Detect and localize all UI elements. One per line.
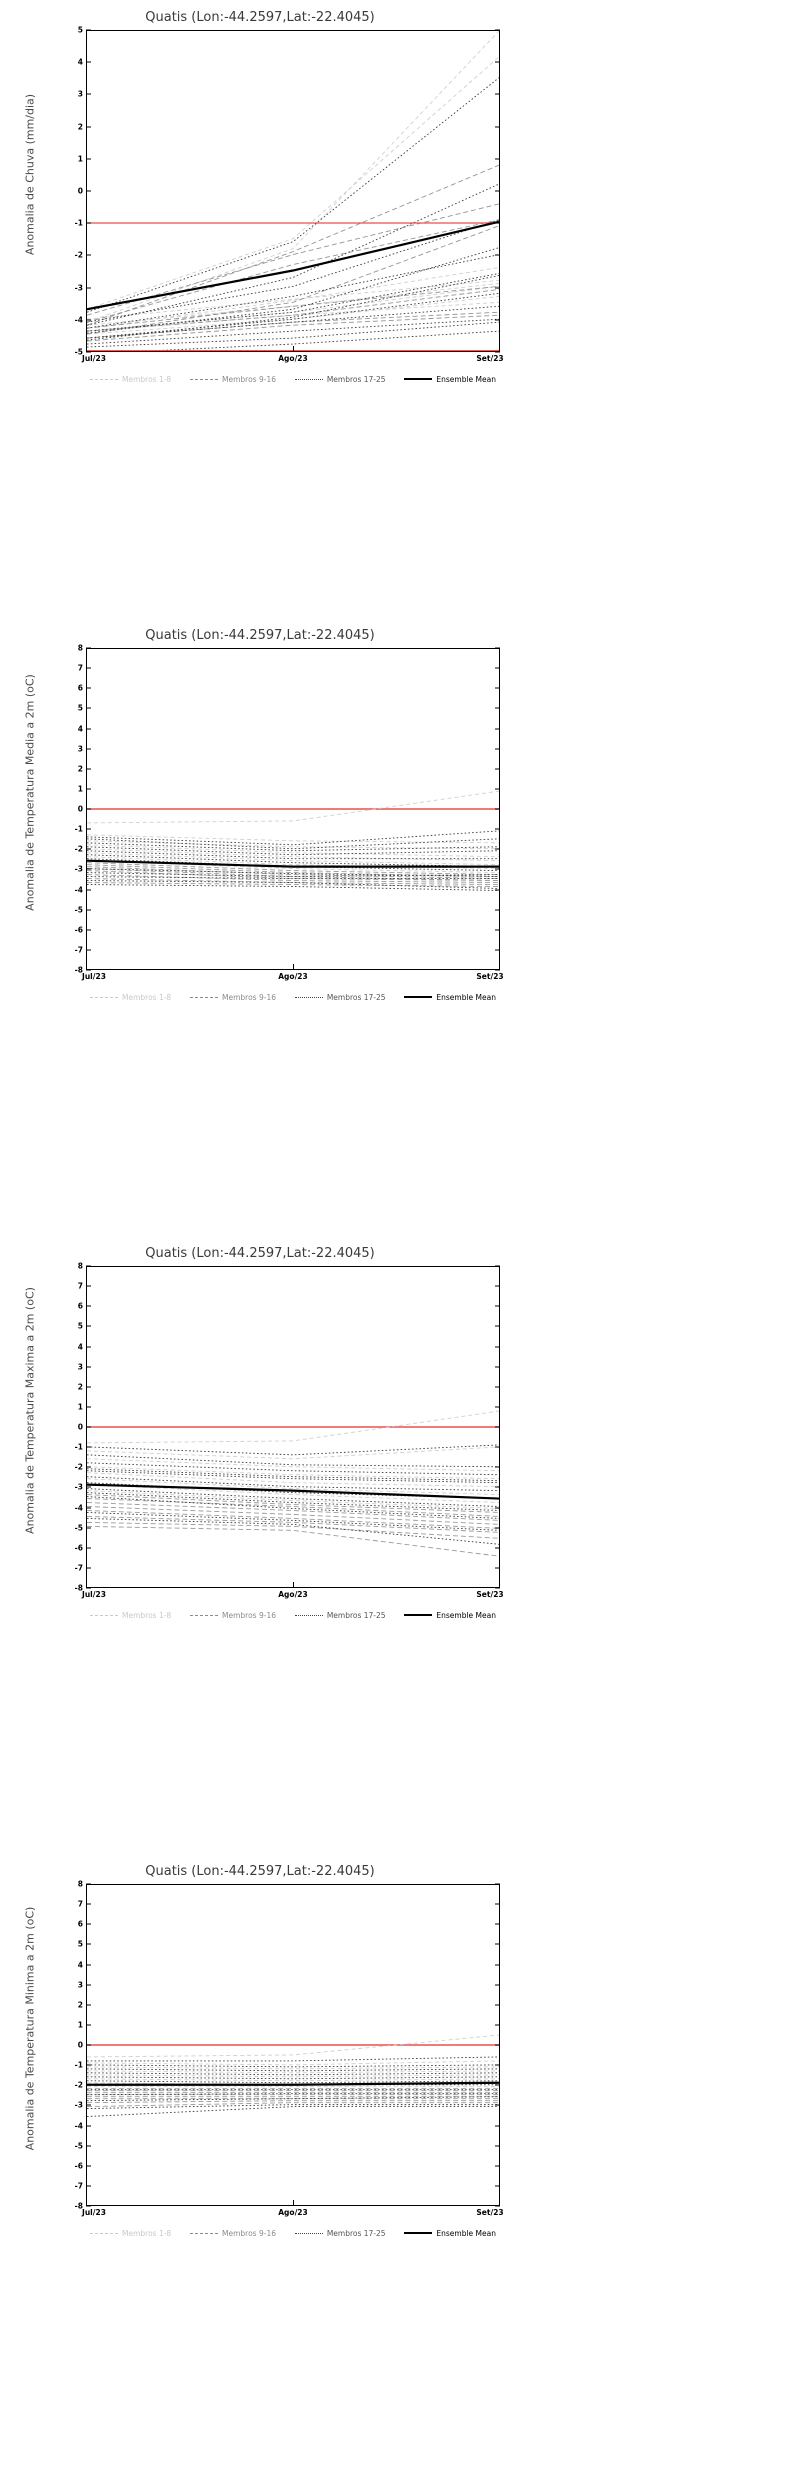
- legend-swatch-icon: [404, 378, 432, 380]
- y-tick-label: -1: [74, 1442, 83, 1452]
- x-tick-label: Jul/23: [82, 2208, 106, 2217]
- y-tick-label: 2: [77, 121, 83, 131]
- y-tick-label: 2: [77, 1382, 83, 1391]
- legend-item-membros-1-8: [90, 375, 171, 384]
- y-tick-label: -1: [74, 824, 83, 834]
- y-tick-label: -2: [74, 844, 83, 854]
- y-tick-label: 0: [77, 1422, 83, 1432]
- legend-item-membros-17-25: [295, 375, 386, 384]
- y-tick-label: -5: [74, 347, 83, 357]
- legend-item-membros-9-16: [190, 1611, 276, 1620]
- y-tick-label: 4: [77, 1341, 83, 1351]
- legend-label: Ensemble Mean: [436, 2228, 496, 2238]
- legend-swatch-icon: [295, 1615, 323, 1616]
- y-tick-label: -6: [74, 925, 83, 934]
- y-tick-label: 3: [77, 743, 83, 753]
- x-axis-ticks: [82, 1588, 504, 1604]
- y-tick-label: 0: [77, 2040, 83, 2050]
- chart-title: Quatis (Lon:-44.2597,Lat:-22.4045): [145, 1246, 375, 1261]
- legend-item-ensemble-mean: [404, 2229, 496, 2238]
- legend-swatch-icon: [90, 1615, 118, 1616]
- x-tick-label: Ago/23: [278, 972, 308, 981]
- legend-label: Membros 1-8: [122, 992, 172, 1002]
- legend-swatch-icon: [190, 2233, 218, 2234]
- y-tick-label: -2: [74, 1462, 83, 1472]
- y-tick-label: -5: [74, 2140, 83, 2150]
- y-tick-label: 6: [77, 1301, 83, 1311]
- y-tick-label: 3: [77, 1361, 83, 1371]
- y-axis-ticks: [74, 643, 500, 975]
- x-tick-label: Jul/23: [82, 972, 106, 981]
- y-tick-label: -4: [74, 1502, 83, 1512]
- chart-panel-temp-maxima: [0, 1236, 800, 1854]
- x-tick-label: Set/23: [476, 2208, 504, 2217]
- chart-legend: [86, 2224, 500, 2242]
- y-tick-label: 4: [77, 1959, 83, 1969]
- y-axis-label: Anomalia de Temperatura Media a 2m (oC): [23, 674, 37, 911]
- y-tick-label: -3: [74, 2100, 83, 2110]
- y-tick-label: -3: [74, 282, 83, 292]
- legend-item-membros-17-25: [295, 1611, 386, 1620]
- y-tick-label: -3: [74, 1482, 83, 1492]
- legend-item-ensemble-mean: [404, 993, 496, 1002]
- y-tick-label: -5: [74, 1522, 83, 1532]
- legend-item-membros-9-16: [190, 2229, 276, 2238]
- y-tick-label: -4: [74, 884, 83, 894]
- y-tick-label: 5: [77, 1321, 83, 1331]
- y-tick-label: 7: [77, 663, 83, 673]
- y-tick-label: -8: [74, 2201, 83, 2211]
- chart-title: Quatis (Lon:-44.2597,Lat:-22.4045): [145, 628, 375, 643]
- y-tick-label: 7: [77, 1281, 83, 1291]
- y-tick-label: -1: [74, 2060, 83, 2070]
- legend-item-ensemble-mean: [404, 1611, 496, 1620]
- y-tick-label: 1: [77, 2020, 83, 2030]
- chart-panel-temp-minima: [0, 1854, 800, 2472]
- legend-item-membros-1-8: [90, 2229, 171, 2238]
- legend-swatch-icon: [190, 379, 218, 380]
- legend-swatch-icon: [295, 997, 323, 998]
- y-tick-label: -7: [74, 1563, 83, 1573]
- legend-swatch-icon: [295, 379, 323, 380]
- legend-label: Membros 17-25: [326, 2228, 386, 2238]
- legend-label: Membros 9-16: [222, 992, 276, 1002]
- x-axis-ticks: [82, 352, 504, 368]
- y-tick-label: 8: [77, 643, 83, 653]
- legend-label: Membros 9-16: [222, 1610, 276, 1620]
- x-tick-label: Ago/23: [278, 1590, 308, 1599]
- y-tick-label: 1: [77, 784, 83, 794]
- x-axis-ticks: [82, 2206, 504, 2222]
- y-tick-label: -4: [74, 315, 83, 325]
- y-tick-label: 8: [77, 1261, 83, 1271]
- y-tick-label: 6: [77, 683, 83, 693]
- y-tick-label: -2: [74, 2080, 83, 2090]
- legend-item-membros-17-25: [295, 993, 386, 1002]
- legend-swatch-icon: [404, 2232, 432, 2234]
- y-axis-ticks: [74, 1879, 500, 2211]
- y-tick-label: 5: [77, 1939, 83, 1949]
- y-tick-label: -1: [74, 218, 83, 228]
- y-tick-label: 1: [77, 1402, 83, 1412]
- y-tick-label: 6: [77, 1919, 83, 1929]
- legend-item-membros-17-25: [295, 2229, 386, 2238]
- y-tick-label: -3: [74, 864, 83, 874]
- legend-label: Membros 1-8: [122, 1610, 172, 1620]
- legend-label: Membros 1-8: [122, 374, 172, 384]
- y-tick-label: -6: [74, 2161, 83, 2170]
- x-tick-label: Set/23: [476, 1590, 504, 1599]
- legend-label: Membros 17-25: [326, 992, 386, 1002]
- y-tick-label: -2: [74, 250, 83, 260]
- legend-swatch-icon: [295, 2233, 323, 2234]
- y-tick-label: 1: [77, 154, 83, 164]
- legend-item-ensemble-mean: [404, 375, 496, 384]
- chart-legend: [86, 370, 500, 388]
- y-tick-label: 5: [77, 703, 83, 713]
- y-tick-label: -4: [74, 2120, 83, 2130]
- x-tick-label: Set/23: [476, 972, 504, 981]
- legend-label: Membros 9-16: [222, 2228, 276, 2238]
- y-tick-label: 7: [77, 1899, 83, 1909]
- legend-label: Ensemble Mean: [436, 1610, 496, 1620]
- y-tick-label: 2: [77, 764, 83, 773]
- legend-swatch-icon: [404, 996, 432, 998]
- y-tick-label: 3: [77, 1979, 83, 1989]
- y-axis-ticks: [74, 25, 500, 357]
- legend-swatch-icon: [90, 2233, 118, 2234]
- y-tick-label: 3: [77, 89, 83, 99]
- chart-panel-chuva: [0, 0, 800, 618]
- y-tick-label: -7: [74, 2181, 83, 2191]
- x-axis-ticks: [82, 970, 504, 986]
- chart-panel-temp-media: [0, 618, 800, 1236]
- chart-title: Quatis (Lon:-44.2597,Lat:-22.4045): [145, 10, 375, 25]
- legend-item-membros-1-8: [90, 1611, 171, 1620]
- y-axis-label: Anomalia de Chuva (mm/dia): [23, 93, 37, 256]
- y-tick-label: 8: [77, 1879, 83, 1889]
- y-tick-label: 0: [77, 804, 83, 814]
- y-tick-label: 2: [77, 2000, 83, 2009]
- legend-swatch-icon: [190, 1615, 218, 1616]
- x-tick-label: Set/23: [476, 354, 504, 363]
- chart-legend: [86, 1606, 500, 1624]
- y-axis-label: Anomalia de Temperatura Maxima a 2m (oC): [23, 1287, 37, 1534]
- y-tick-label: 0: [77, 186, 83, 196]
- y-axis-ticks: [74, 1261, 500, 1593]
- legend-label: Membros 17-25: [326, 374, 386, 384]
- y-tick-label: -7: [74, 945, 83, 955]
- x-tick-label: Ago/23: [278, 354, 308, 363]
- y-tick-label: 4: [77, 723, 83, 733]
- legend-item-membros-9-16: [190, 375, 276, 384]
- y-axis-label: Anomalia de Temperatura Minima a 2m (oC): [23, 1906, 37, 2151]
- legend-label: Membros 9-16: [222, 374, 276, 384]
- legend-label: Membros 17-25: [326, 1610, 386, 1620]
- x-tick-label: Jul/23: [82, 354, 106, 363]
- y-tick-label: -5: [74, 904, 83, 914]
- y-tick-label: 5: [77, 25, 83, 35]
- x-tick-label: Jul/23: [82, 1590, 106, 1599]
- legend-item-membros-9-16: [190, 993, 276, 1002]
- legend-swatch-icon: [190, 997, 218, 998]
- chart-title: Quatis (Lon:-44.2597,Lat:-22.4045): [145, 1864, 375, 1879]
- x-tick-label: Ago/23: [278, 2208, 308, 2217]
- legend-swatch-icon: [90, 379, 118, 380]
- legend-label: Ensemble Mean: [436, 992, 496, 1002]
- legend-swatch-icon: [404, 1614, 432, 1616]
- y-tick-label: 4: [77, 57, 83, 67]
- y-tick-label: -8: [74, 1583, 83, 1593]
- legend-label: Ensemble Mean: [436, 374, 496, 384]
- chart-legend: [86, 988, 500, 1006]
- legend-label: Membros 1-8: [122, 2228, 172, 2238]
- legend-swatch-icon: [90, 997, 118, 998]
- y-tick-label: -6: [74, 1543, 83, 1552]
- legend-item-membros-1-8: [90, 993, 171, 1002]
- y-tick-label: -8: [74, 965, 83, 975]
